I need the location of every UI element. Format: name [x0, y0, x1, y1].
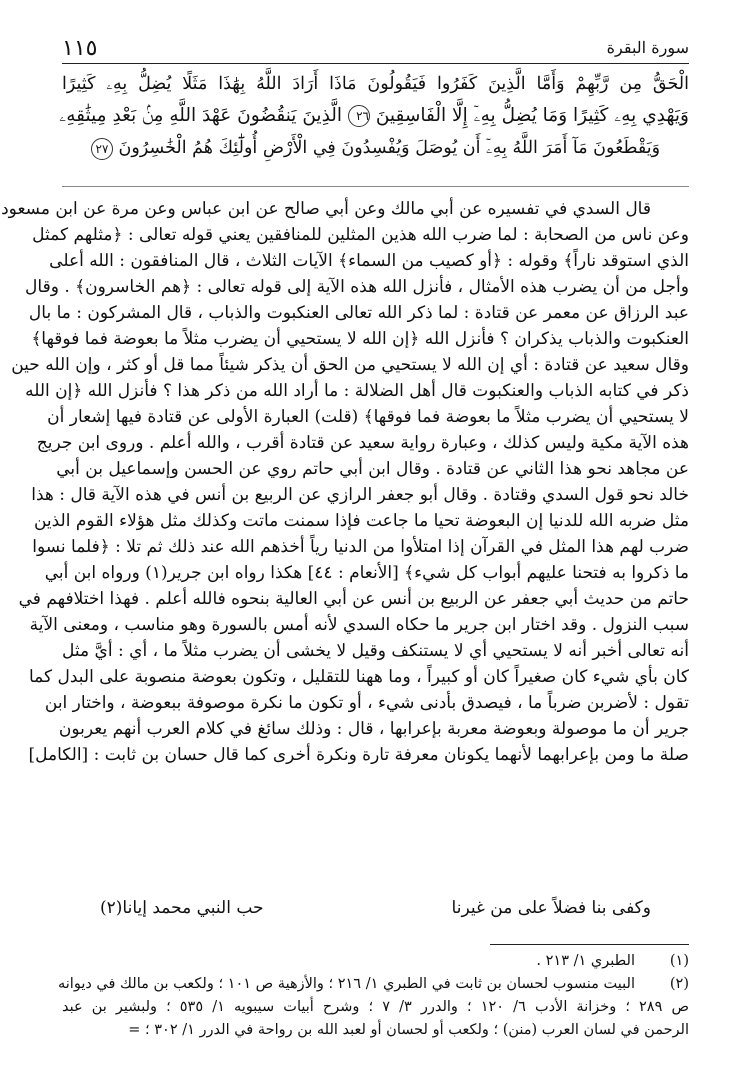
tafsir-line: وعن ناس من الصحابة : لما ضرب الله هذين المثلين للمنافقين يعني قوله تعالى : ﴿مثلهم كمثل	[32, 225, 689, 245]
footnote-line: ص ٢٨٩ ؛ وخزانة الأدب ٦/ ١٢٠ ؛ والدرر ٣/ ٧ ؛ وشرح أبيات سيبويه ١/ ٥٣٥ ؛ ولبشير بن عبد	[62, 999, 690, 1015]
quran-line	[62, 132, 689, 164]
ayah-number-marker: ٢٧	[91, 138, 113, 160]
footnote-text	[58, 973, 690, 1042]
tafsir-line: ما ذكروا به فتحنا عليهم أبواب كل شيء﴾ [الأنعام : ٤٤] هكذا رواه ابن جرير(١) ورواه ابن أبي	[44, 563, 689, 583]
tafsir-line: خالد نحو قول السدي وقتادة . وقال أبو جعفر الرازي عن الربيع بن أنس في هذه الآية قال : هذا	[31, 485, 689, 505]
footnote-number: (٢)	[669, 976, 689, 992]
footnotes	[58, 950, 690, 1042]
tafsir-line: هذه الآية مكية وليس كذلك ، وعبارة رواية سعيد عن قتادة أقرب ، والله أعلم . وروى ابن جريج	[36, 433, 689, 453]
tafsir-line: وقال سعيد عن قتادة : أي إن الله لا يستحيي من الحق أن يذكر شيئاً مما قل أو كثر ، وإن الله حين	[11, 355, 689, 375]
tafsir-line: العنكبوت والذباب يذكران ؟ فأنزل الله ﴿إن الله لا يستحيي أن يضرب مثلاً ما بعوضة فما فوقها﴾	[31, 329, 689, 349]
ayah-number-marker: ٢٦	[348, 105, 370, 127]
header-divider	[62, 63, 689, 64]
tafsir-line: حاتم من حديث أبي جعفر عن الربيع بن أنس عن أبي العالية بنحوه فالله أعلم . فهذا اختلافهم في	[18, 589, 689, 609]
verse-first-hemistich: وكفى بنا فضلاً على من غيرنا	[451, 898, 651, 918]
footnote-item	[62, 950, 689, 973]
quran-line	[59, 100, 689, 132]
footnote-item	[58, 973, 690, 1042]
quran-line-segment: الَّذِينَ يَنقُضُونَ عَهْدَ اللَّهِ مِنۢ بَعْدِ مِيثَٰقِهِۦ	[59, 105, 343, 126]
tafsir-line: أنه تعالى أخبر أنه لا يستحيي أي لا يستنكف وقيل لا يخشى أن يضرب مثلاً ما ، أي : أيَّ مثل	[62, 641, 689, 661]
verse-second-hemistich: حب النبي محمد إيانا(٢)	[100, 898, 264, 918]
tafsir-line: كان بأي شيء كان صغيراً كان أو كبيراً ، وما ههنا للتقليل ، وتكون بعوضة منصوبة على البدل كما	[29, 667, 689, 687]
tafsir-line: وأجل من أن يضرب هذه الأمثال ، فأنزل الله هذه الآية إلى قوله تعالى : ﴿هم الخاسرون﴾ . وقال	[25, 277, 689, 297]
tafsir-line: جرير أن ما موصولة وبعوضة معربة بإعرابها ، قال : وذلك سائغ في كلام العرب أنهم يعربون	[58, 719, 689, 739]
footnote-text	[62, 950, 635, 973]
quran-verses	[59, 68, 689, 164]
tafsir-line: تقول : لأضربن ضرباً ما ، فيصدق بأدنى شيء ، أو تكون ما نكرة موصوفة ببعوضة ، واختار ابن	[44, 693, 689, 713]
tafsir-line: قال السدي في تفسيره عن أبي مالك وعن أبي صالح عن ابن عباس وعن مرة عن ابن مسعود	[1, 199, 651, 219]
footnote-number: (١)	[669, 953, 689, 969]
footnote-line: البيت منسوب لحسان بن ثابت في الطبري ١/ ٢١٦ ؛ والأزهية ص ١٠١ ؛ ولكعب بن مالك في ديوانه	[58, 976, 635, 992]
poetry-verse	[100, 898, 651, 926]
footnote-line: الرحمن في لسان العرب (منن) ؛ ولكعب أو لحسان أو لعبد الله بن رواحة في الدرر ١/ ٣٠٢ ؛ =	[128, 1022, 689, 1038]
tafsir-text	[1, 196, 689, 768]
tafsir-line: صلة ما ومن بإعرابهما لأنهما يكونان معرفة تارة ونكرة أخرى كما قال حسان بن ثابت : [الكامل]	[28, 745, 689, 765]
page-header	[62, 34, 689, 64]
tafsir-line: ذكر في كتابه الذباب والعنكبوت قال أهل الضلالة : ما أراد الله من ذكر هذا ؟ فأنزل الله ﴿إن الله	[25, 381, 689, 401]
footnote-line: الطبري ١/ ٢١٣ .	[536, 953, 635, 969]
tafsir-line: عبد الرزاق عن معمر عن قتادة : لما ذكر الله تعالى العنكبوت والذباب ، قال المشركون : ما بال	[28, 303, 689, 323]
page-number: ١١٥	[62, 36, 98, 61]
quran-line-segment: وَيَهْدِي بِهِۦ كَثِيرًا وَمَا يُضِلُّ بِهِۦٓ إِلَّا الْفَاسِقِينَ	[375, 105, 689, 126]
footnote-divider	[490, 944, 689, 945]
quran-line: الْحَقُّ مِن رَّبِّهِمْ وَأَمَّا الَّذِينَ كَفَرُوا فَيَقُولُونَ مَاذَا أَرَادَ اللَّهُ بِهَٰذَا مَثَلًا يُضِلُّ بِهِۦ كَثِيرًا	[62, 74, 689, 94]
quran-divider	[62, 186, 689, 187]
tafsir-line: لا يستحيي أن يضرب مثلاً ما بعوضة فما فوقها﴾ (قلت) العبارة الأولى عن قتادة فيها إشعار أن	[47, 407, 689, 427]
tafsir-line: عن مجاهد نحو هذا الثاني عن قتادة . وقال ابن أبي حاتم روي عن الحسن وإسماعيل بن أبي	[56, 459, 689, 479]
tafsir-line: مثل ضربه الله للدنيا إن البعوضة تحيا ما جاعت فإذا سمنت ماتت وكذلك مثل هؤلاء القوم الذين	[33, 511, 689, 531]
surah-name: سورة البقرة	[606, 38, 689, 57]
tafsir-line: سبب النزول . وقد اختار ابن جرير ما حكاه السدي لأنه أمس بالسورة وهو مناسب ، ومعنى الآية	[29, 615, 689, 635]
quran-line-segment: وَيَقْطَعُونَ مَآ أَمَرَ اللَّهُ بِهِۦٓ أَن يُوصَلَ وَيُفْسِدُونَ فِي الْأَرْضِ أُولَٰٓئِكَ هُمُ الْخَٰسِرُونَ	[118, 138, 661, 158]
tafsir-line: الذي استوقد ناراً﴾ وقوله : ﴿أو كصيب من السماء﴾ الآيات الثلاث ، قال المنافقون : الله أعلى	[49, 251, 689, 271]
tafsir-line: ضرب لهم هذا المثل في القرآن إذا امتلأوا من الدنيا رياً أخذهم الله عند ذلك ثم تلا : ﴿فلما نسوا	[32, 537, 689, 557]
